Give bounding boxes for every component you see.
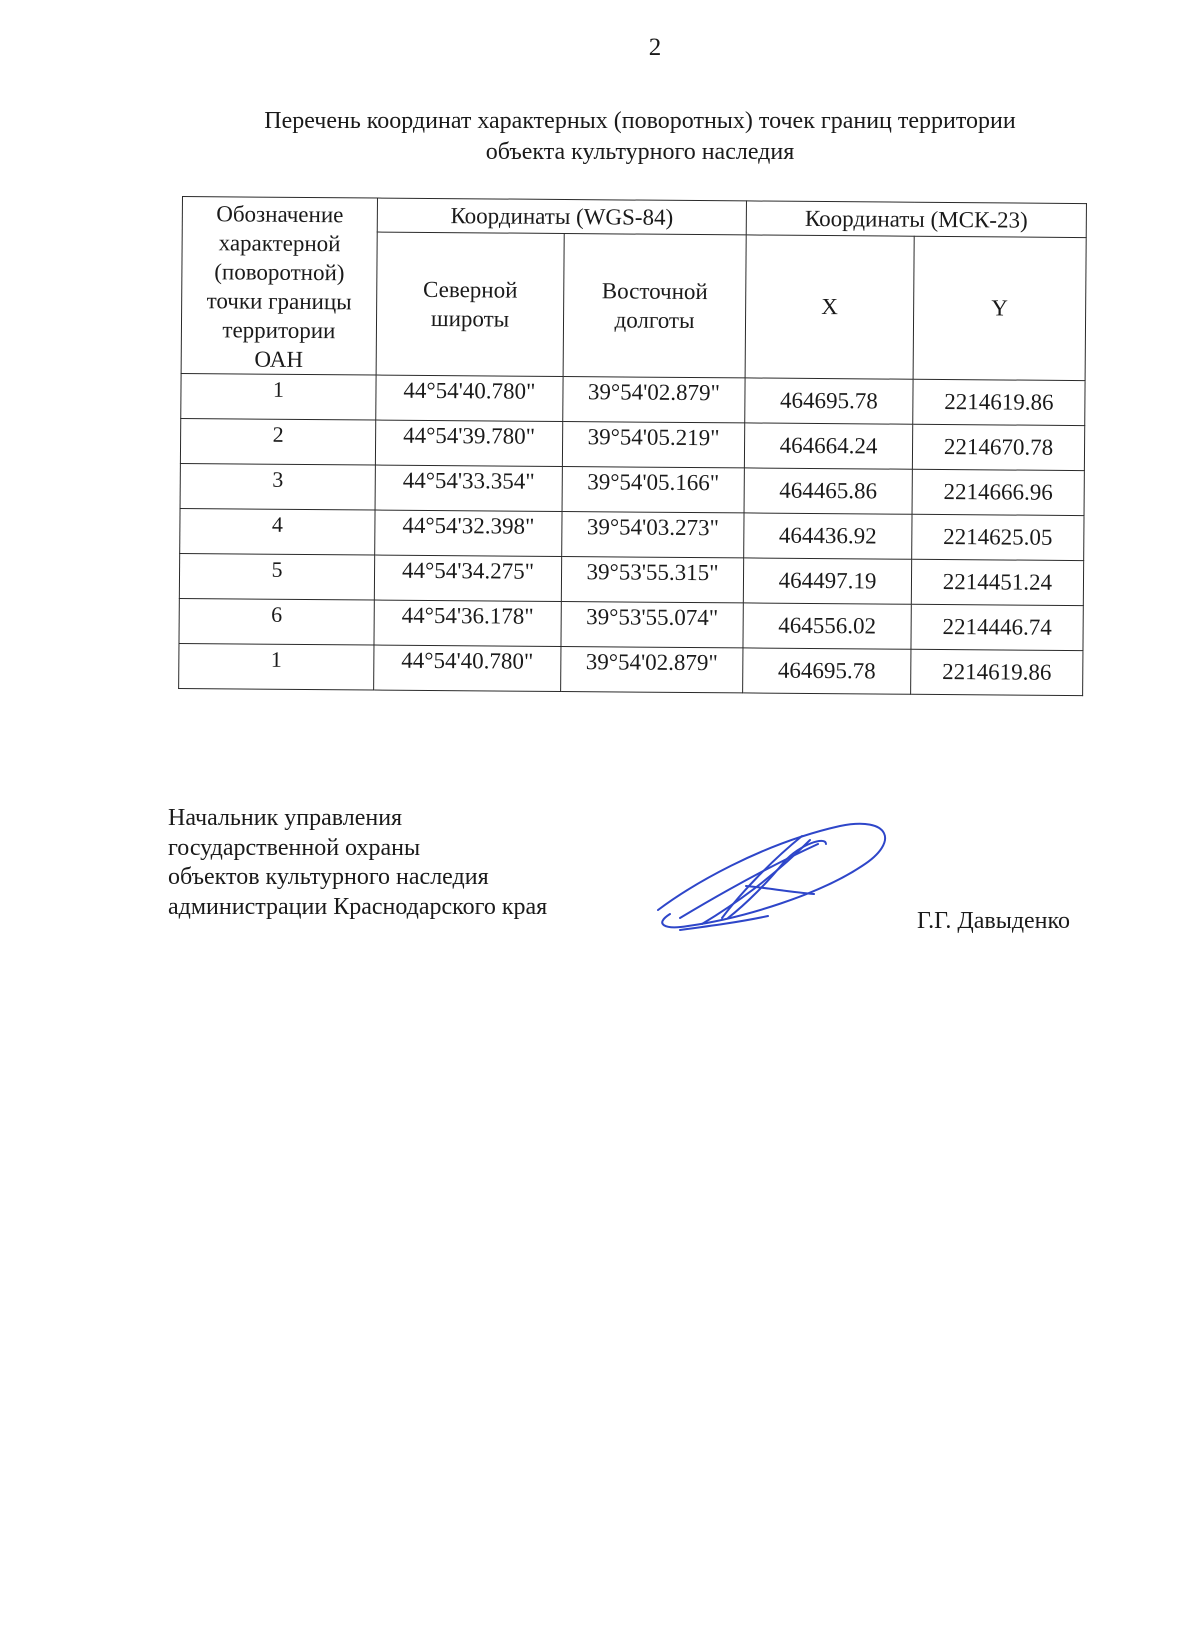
document-title-line-2: объекта культурного наследия xyxy=(485,139,795,165)
cell-latitude: 44°54'40.780" xyxy=(374,645,561,691)
table-row xyxy=(179,598,1083,650)
cell-latitude: 44°54'36.178" xyxy=(374,600,561,646)
cell-longitude: 39°53'55.074" xyxy=(561,601,743,647)
table-row xyxy=(180,508,1084,560)
header-longitude-line: долготы xyxy=(614,307,695,333)
cell-latitude: 44°54'34.275" xyxy=(374,555,561,601)
cell-point: 5 xyxy=(179,553,374,600)
header-point-line: Обозначение xyxy=(216,201,344,228)
document-title xyxy=(190,106,1090,168)
header-point-line: характерной xyxy=(218,230,341,257)
cell-y: 2214451.24 xyxy=(911,559,1083,605)
coordinates-table xyxy=(178,196,1087,696)
header-longitude xyxy=(563,233,746,378)
header-wgs84-group: Координаты (WGS-84) xyxy=(377,198,746,234)
cell-x: 464695.78 xyxy=(743,648,911,694)
cell-longitude: 39°54'05.219" xyxy=(562,421,744,467)
header-point-line: ОАН xyxy=(254,346,304,372)
cell-x: 464664.24 xyxy=(744,423,912,469)
cell-point: 1 xyxy=(179,643,374,690)
cell-point: 1 xyxy=(181,373,376,420)
header-latitude-line: Северной xyxy=(422,276,518,303)
cell-x: 464497.19 xyxy=(743,558,911,604)
cell-longitude: 39°54'03.273" xyxy=(562,511,744,557)
signatory-position xyxy=(168,804,547,922)
signatory-position-line: Начальник управления xyxy=(168,805,403,831)
header-point-line: территории xyxy=(222,317,336,344)
cell-y: 2214666.96 xyxy=(912,469,1084,515)
header-x: X xyxy=(745,234,914,379)
cell-point: 6 xyxy=(179,598,374,645)
cell-y: 2214446.74 xyxy=(911,604,1083,650)
signatory-name: Г.Г. Давыденко xyxy=(917,908,1070,934)
cell-longitude: 39°54'02.879" xyxy=(561,646,743,692)
cell-point: 3 xyxy=(180,463,375,510)
header-latitude xyxy=(376,232,564,377)
table-row xyxy=(179,643,1083,695)
document-title-line-1: Перечень координат характерных (поворотных) точек границ территории xyxy=(264,108,1016,134)
header-point-designation xyxy=(181,197,377,376)
cell-x: 464556.02 xyxy=(743,603,911,649)
header-point-line: (поворотной) xyxy=(214,259,345,286)
cell-latitude: 44°54'33.354" xyxy=(375,465,562,511)
table-header-row-groups xyxy=(182,197,1086,238)
header-point-line: точки границы xyxy=(206,288,352,315)
header-y: Y xyxy=(913,236,1086,381)
cell-latitude: 44°54'32.398" xyxy=(375,510,562,556)
handwritten-signature xyxy=(650,822,900,942)
table-row xyxy=(180,463,1084,515)
cell-latitude: 44°54'39.780" xyxy=(375,420,562,466)
cell-y: 2214619.86 xyxy=(911,649,1083,695)
cell-point: 4 xyxy=(180,508,375,555)
cell-y: 2214670.78 xyxy=(912,424,1084,470)
cell-y: 2214625.05 xyxy=(912,514,1084,560)
signatory-position-line: государственной охраны xyxy=(168,834,421,861)
header-msk23-group: Координаты (МСК-23) xyxy=(746,201,1086,237)
cell-y: 2214619.86 xyxy=(913,379,1085,425)
header-longitude-line: Восточной xyxy=(601,278,708,304)
cell-point: 2 xyxy=(180,418,375,465)
table-row xyxy=(181,373,1085,425)
cell-x: 464436.92 xyxy=(744,513,912,559)
table-row xyxy=(180,418,1084,470)
page-number: 2 xyxy=(648,34,662,61)
cell-x: 464695.78 xyxy=(745,378,913,424)
signatory-position-line: объектов культурного наследия xyxy=(168,864,489,890)
signatory-position-line: администрации Краснодарского края xyxy=(168,893,548,920)
cell-x: 464465.86 xyxy=(744,468,912,514)
cell-latitude: 44°54'40.780" xyxy=(376,375,563,421)
cell-longitude: 39°54'05.166" xyxy=(562,466,744,512)
header-latitude-line: широты xyxy=(430,305,510,332)
cell-longitude: 39°53'55.315" xyxy=(561,556,743,602)
cell-longitude: 39°54'02.879" xyxy=(563,376,745,422)
table-row xyxy=(179,553,1083,605)
